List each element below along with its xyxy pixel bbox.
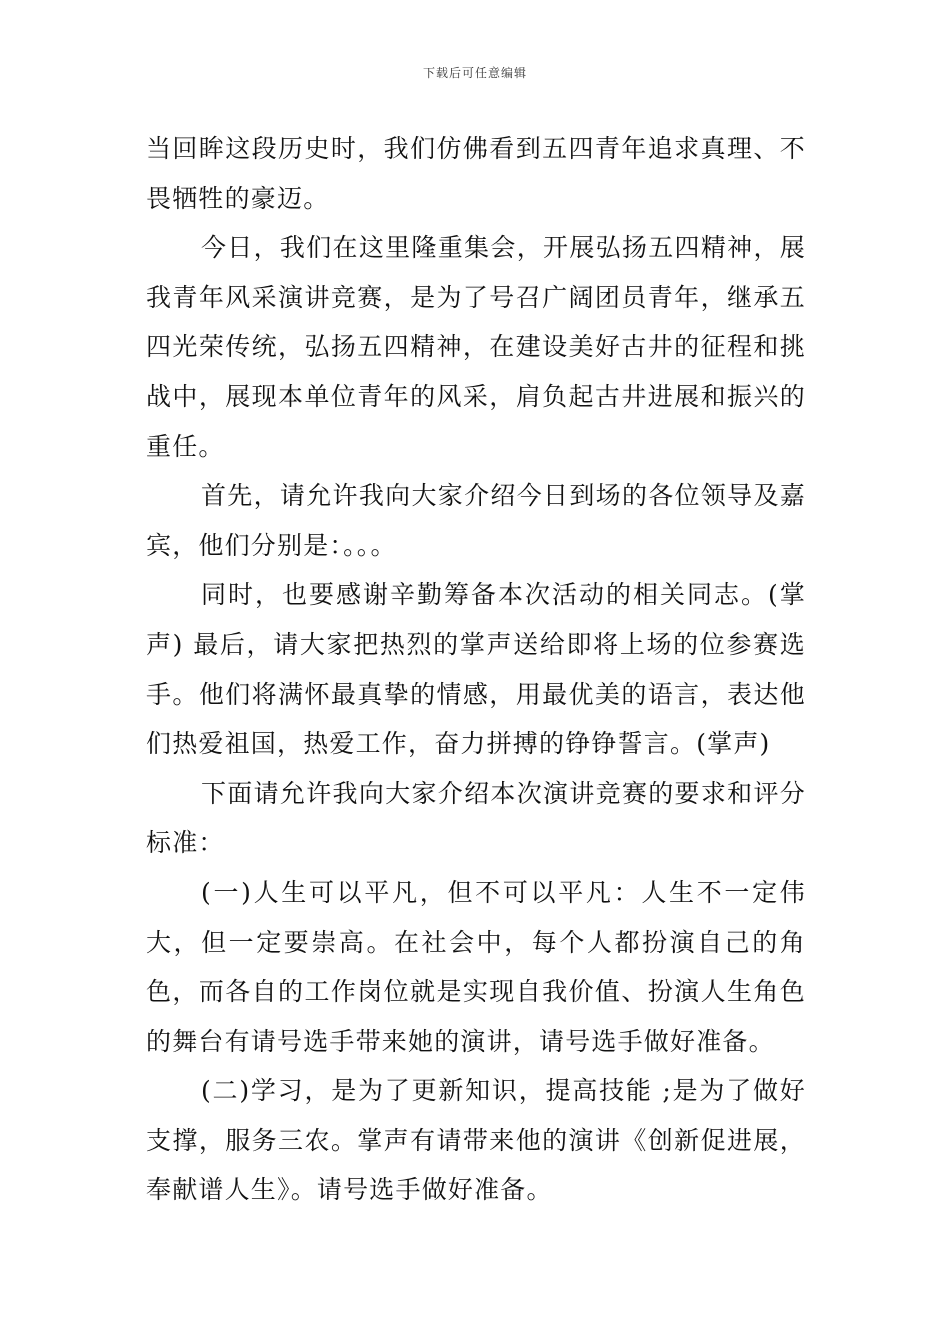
document-body xyxy=(146,124,806,1215)
paragraph-7: (二)学习，是为了更新知识，提高技能 ;是为了做好支撑，服务三农。掌声有请带来他的演讲《创新促进展，奉献谱人生》。请号选手做好准备。 xyxy=(146,1076,806,1205)
paragraph-1: 当回眸这段历史时，我们仿佛看到五四青年追求真理、不畏牺牲的豪迈。 xyxy=(146,134,806,213)
paragraph-5: 下面请允许我向大家介绍本次演讲竞赛的要求和评分标准： xyxy=(146,778,806,858)
paragraph-3: 首先，请允许我向大家介绍今日到场的各位领导及嘉宾，他们分别是：。。。 xyxy=(146,481,806,560)
paragraph-4: 同时，也要感谢辛勤筹备本次活动的相关同志。(掌声) 最后，请大家把热烈的掌声送给即将上场的位参赛选手。他们将满怀最真挚的情感，用最优美的语言，表达他们热爱祖国，热爱工作，奋力拼搏的铮铮誓言。(掌声) xyxy=(146,580,806,759)
paragraph-6: (一)人生可以平凡，但不可以平凡：人生不一定伟大，但一定要崇高。在社会中，每个人都扮演自己的角色，而各自的工作岗位就是实现自我价值、扮演人生角色的舞台有请号选手带来她的演讲，请号选手做好准备。 xyxy=(146,877,806,1056)
page-header: 下载后可任意编辑 xyxy=(422,66,527,80)
paragraph-2: 今日，我们在这里隆重集会，开展弘扬五四精神，展我青年风采演讲竞赛，是为了号召广阔团员青年，继承五四光荣传统，弘扬五四精神，在建设美好古井的征程和挑战中，展现本单位青年的风采，肩负起古井进展和振兴的重任。 xyxy=(146,233,806,461)
